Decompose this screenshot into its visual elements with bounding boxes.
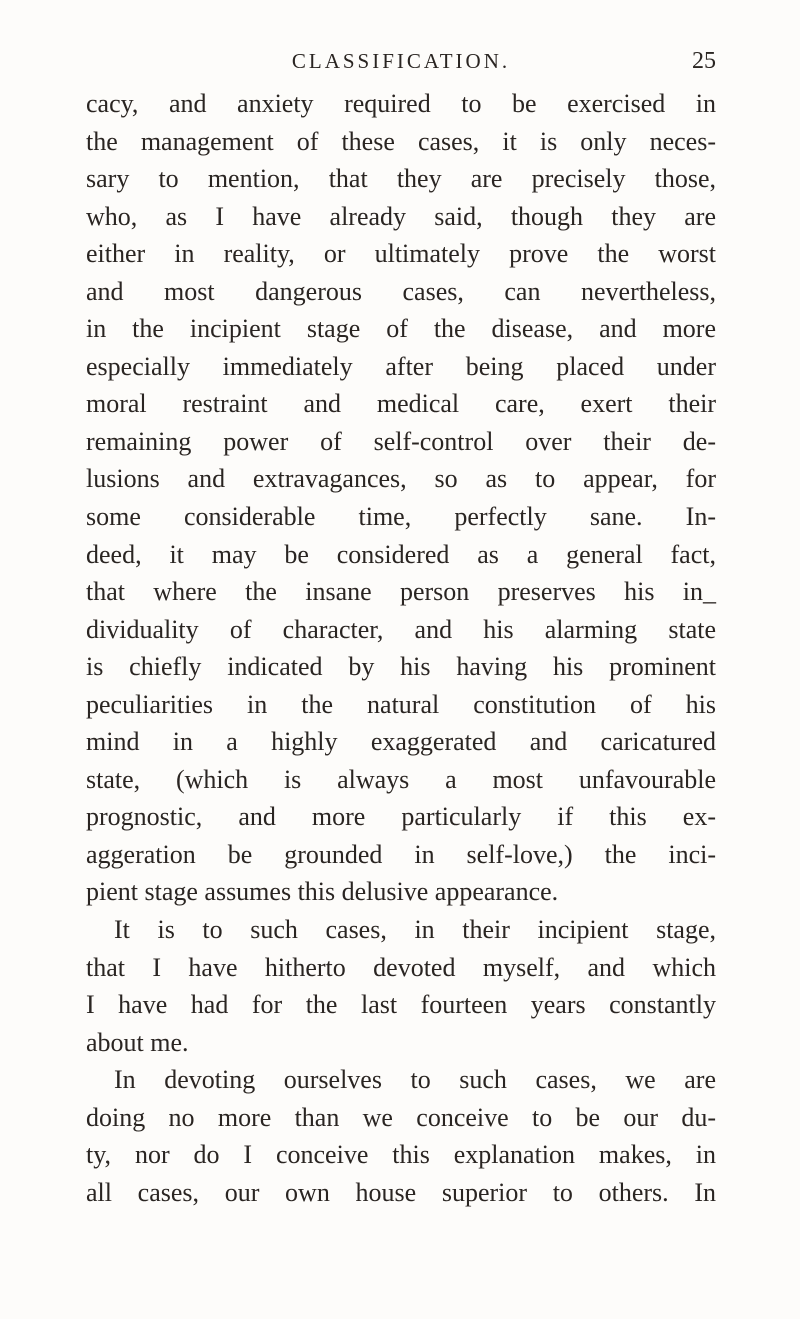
text-line: the management of these cases, it is only neces- (86, 126, 716, 156)
text-line: deed, it may be considered as a general fact, (86, 539, 716, 569)
text-line: sary to mention, that they are precisely those, (86, 164, 716, 194)
text-line: that I have hitherto devoted myself, and which (86, 952, 716, 982)
text-line: lusions and extravagances, so as to appear, for (86, 464, 716, 494)
text-line: some considerable time, perfectly sane. In- (86, 502, 716, 532)
text-line: dividuality of character, and his alarming state (86, 614, 716, 644)
text-line: in the incipient stage of the disease, and more (86, 314, 716, 344)
page-number: 25 (692, 48, 716, 74)
text-line: In devoting ourselves to such cases, we are (114, 1065, 716, 1095)
text-line: especially immediately after being placed under (86, 351, 716, 381)
text-line: that where the insane person preserves his in_ (86, 577, 716, 607)
text-line: and most dangerous cases, can nevertheless, (86, 276, 716, 306)
text-line: about me. (86, 1027, 189, 1057)
text-line: prognostic, and more particularly if this ex- (86, 802, 716, 832)
text-line: ty, nor do I conceive this explanation makes, in (86, 1140, 716, 1170)
text-line: either in reality, or ultimately prove the worst (86, 239, 716, 269)
text-line: state, (which is always a most unfavourable (86, 764, 716, 794)
text-line: pient stage assumes this delusive appearance. (86, 877, 559, 907)
text-line: remaining power of self-control over their de- (86, 426, 716, 456)
text-line: It is to such cases, in their incipient stage, (114, 915, 716, 945)
text-line: peculiarities in the natural constitution of his (86, 689, 716, 719)
text-line: mind in a highly exaggerated and caricatured (86, 727, 716, 757)
running-title: CLASSIFICATION. (291, 49, 511, 73)
running-head (86, 46, 716, 76)
text-line: who, as I have already said, though they are (86, 201, 716, 231)
text-line: I have had for the last fourteen years constantly (86, 990, 716, 1020)
text-line: doing no more than we conceive to be our du- (86, 1102, 716, 1132)
text-line: moral restraint and medical care, exert their (86, 389, 716, 419)
text-line: all cases, our own house superior to others. In (86, 1177, 716, 1207)
text-line: aggeration be grounded in self-love,) the inci- (86, 839, 716, 869)
text-line: is chiefly indicated by his having his prominent (86, 652, 716, 682)
body-text (86, 85, 716, 1211)
text-line: cacy, and anxiety required to be exercised in (86, 89, 716, 118)
